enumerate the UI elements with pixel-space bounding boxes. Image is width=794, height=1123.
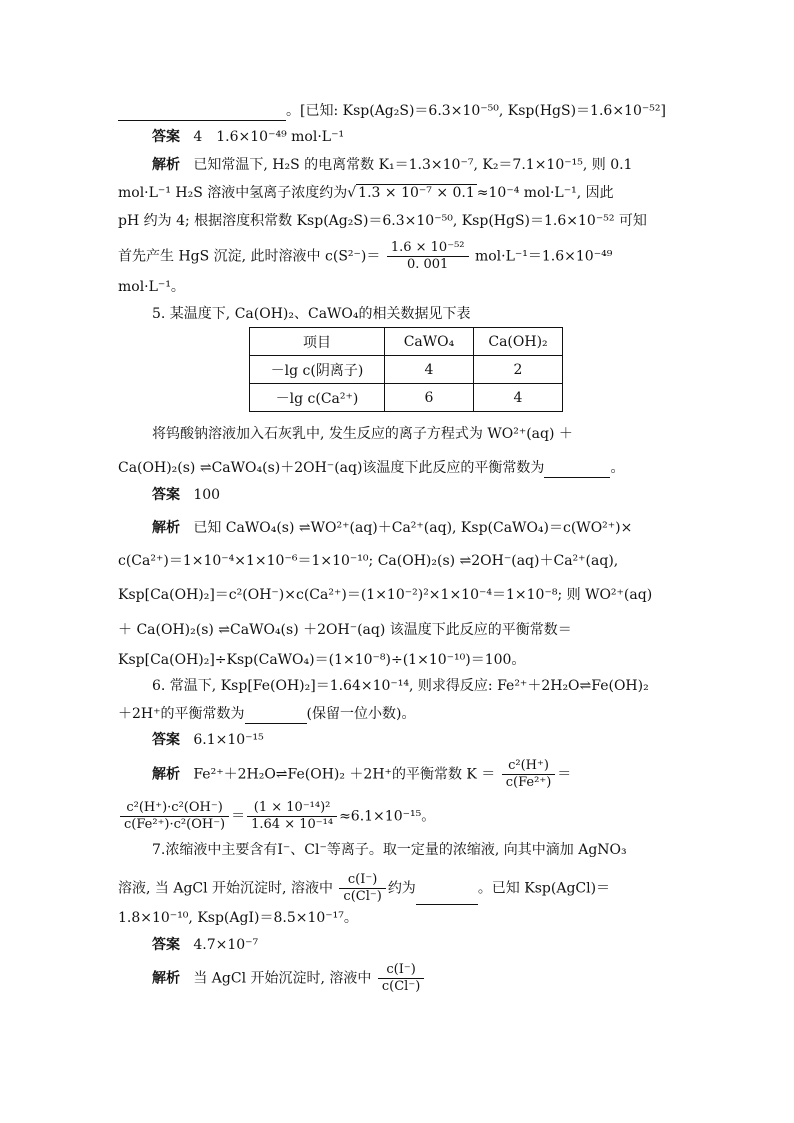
answer-label: 答案 [152,937,180,953]
fraction: $\frac{c(I^-)}{c(Cl^-)}$ [378,962,424,995]
question-5-line2: Ca(OH)₂(s) ⇌CaWO₄(s)＋2OH⁻(aq)该温度下此反应的平衡常数为 。 [118,457,624,478]
table-cell: －lg c(阴离子) [250,356,385,384]
answer-5: 答案 100 [152,487,221,503]
explanation-label: 解析 [152,970,180,987]
answer-6: 答案 6.1×10⁻¹⁵ [152,732,264,748]
fraction: $\frac{\text{c²(H⁺)}}{\text{c(Fe²⁺)}}$ [502,758,556,791]
question-7-line1: 7.浓缩液中主要含有I⁻、Cl⁻等离子。取一定量的浓缩液, 向其中滴加 AgNO₃ [152,842,627,858]
explanation-label: 解析 [152,520,180,536]
explanation-7-line1: 解析 当 AgCl 开始沉淀时, 溶液中 $\frac{c(I^-)}{c(Cl^-)}$ [152,962,426,995]
explanation-5-line3: Ksp[Ca(OH)₂]＝c²(OH⁻)×c(Ca²⁺)＝(1×10⁻²)²×1×10⁻⁴＝1×10⁻⁸; 则 WO²⁺(aq) [118,587,653,603]
explanation-4-line3: pH 约为 4; 根据溶度积常数 Ksp(Ag₂S)＝6.3×10⁻⁵⁰, Ksp(HgS)＝1.6×10⁻⁵² 可知 [118,213,647,229]
answer-blank [544,457,610,478]
answer-4: 答案 4 1.6×10⁻⁴⁹ mol·L⁻¹ [152,129,345,145]
table-cell: Ca(OH)₂ [474,328,563,356]
explanation-6-line2: $\frac{\text{c²(H⁺)·c²(OH⁻)}}{\text{c(Fe²⁺)·c²(OH⁻)}}$ ＝ $\frac{\text{(1 × 10⁻¹⁴)²}}{\text{1.64 × 10⁻¹⁴}}$ ≈6.1×10⁻¹⁵。 [118,800,435,833]
explanation-5-line2: c(Ca²⁺)＝1×10⁻⁴×1×10⁻⁶＝1×10⁻¹⁰; Ca(OH)₂(s) ⇌2OH⁻(aq)＋Ca²⁺(aq), [118,553,619,569]
question-6-line2: ＋2H⁺的平衡常数为 (保留一位小数)。 [118,703,415,724]
answer-7: 答案 4.7×10⁻⁷ [152,937,259,953]
answer-blank [118,100,286,121]
question-5-title: 5. 某温度下, Ca(OH)₂、CaWO₄的相关数据见下表 [152,306,471,322]
question-5-line1: 将钨酸钠溶液加入石灰乳中, 发生反应的离子方程式为 WO²⁺(aq) ＋ [152,426,573,442]
fraction: $\frac{\text{(1 × 10⁻¹⁴)²}}{\text{1.64 × 10⁻¹⁴}}$ [247,800,337,833]
explanation-4-line4: 首先产生 HgS 沉淀, 此时溶液中 c(S²⁻)＝ $\frac{\text{1.6 × 10⁻⁵²}}{0. 001}$ mol·L⁻¹＝1.6×10⁻⁴⁹ [118,240,613,272]
fraction: $\frac{c(I^-)}{c(Cl^-)}$ [339,872,385,905]
table-cell: 项目 [250,328,385,356]
table-cell: 2 [474,356,563,384]
table-cell: CaWO₄ [385,328,474,356]
fraction: $\frac{\text{c²(H⁺)·c²(OH⁻)}}{\text{c(Fe²⁺)·c²(OH⁻)}}$ [120,800,229,833]
fraction: $\frac{\text{1.6 × 10⁻⁵²}}{0. 001}$ [387,240,469,273]
explanation-5-line4: ＋ Ca(OH)₂(s) ⇌CaWO₄(s) ＋2OH⁻(aq) 该温度下此反应的平衡常数＝ [118,622,572,638]
explanation-6-line1: 解析 Fe²⁺＋2H₂O⇌Fe(OH)₂ ＋2H⁺的平衡常数 K ＝ $\frac{\text{c²(H⁺)}}{\text{c(Fe²⁺)}}$ ＝ [152,758,572,790]
table-row [250,356,563,384]
question-7-line3: 1.8×10⁻¹⁰, Ksp(AgI)＝8.5×10⁻¹⁷。 [118,910,358,926]
explanation-label: 解析 [152,766,180,783]
explanation-5-line1: 解析 已知 CaWO₄(s) ⇌WO²⁺(aq)＋Ca²⁺(aq), Ksp(CaWO₄)＝c(WO²⁺)× [152,520,633,536]
table-cell: 6 [385,384,474,412]
answer-label: 答案 [152,732,180,748]
data-table [249,327,563,412]
table-row [250,384,563,412]
table-header-row [250,328,563,356]
table-cell: 4 [385,356,474,384]
table-cell: －lg c(Ca²⁺) [250,384,385,412]
question-6-line1: 6. 常温下, Ksp[Fe(OH)₂]＝1.64×10⁻¹⁴, 则求得反应: Fe²⁺＋2H₂O⇌Fe(OH)₂ [152,678,649,694]
explanation-5-line5: Ksp[Ca(OH)₂]÷Ksp(CaWO₄)＝(1×10⁻⁸)÷(1×10⁻¹⁰)＝100。 [118,652,526,668]
explanation-4-line1: 解析 已知常温下, H₂S 的电离常数 K₁＝1.3×10⁻⁷, K₂＝7.1×10⁻¹⁵, 则 0.1 [152,157,633,173]
question-7-line2: 溶液, 当 AgCl 开始沉淀时, 溶液中 $\frac{c(I^-)}{c(Cl^-)}$ 约为 。已知 Ksp(AgCl)＝ [118,872,611,904]
explanation-4-line2: mol·L⁻¹ H₂S 溶液中氢离子浓度约为√ 1.3 × 10⁻⁷ × 0.1 ≈10⁻⁴ mol·L⁻¹, 因此 [118,185,614,201]
explanation-4-line5: mol·L⁻¹。 [118,279,185,295]
explanation-label: 解析 [152,157,180,173]
answer-label: 答案 [152,129,180,145]
answer-blank [416,884,478,905]
question4-tail: 。[已知: Ksp(Ag₂S)＝6.3×10⁻⁵⁰, Ksp(HgS)＝1.6×10⁻⁵²] [118,100,666,121]
answer-blank [245,703,307,724]
table-cell: 4 [474,384,563,412]
answer-label: 答案 [152,487,180,503]
